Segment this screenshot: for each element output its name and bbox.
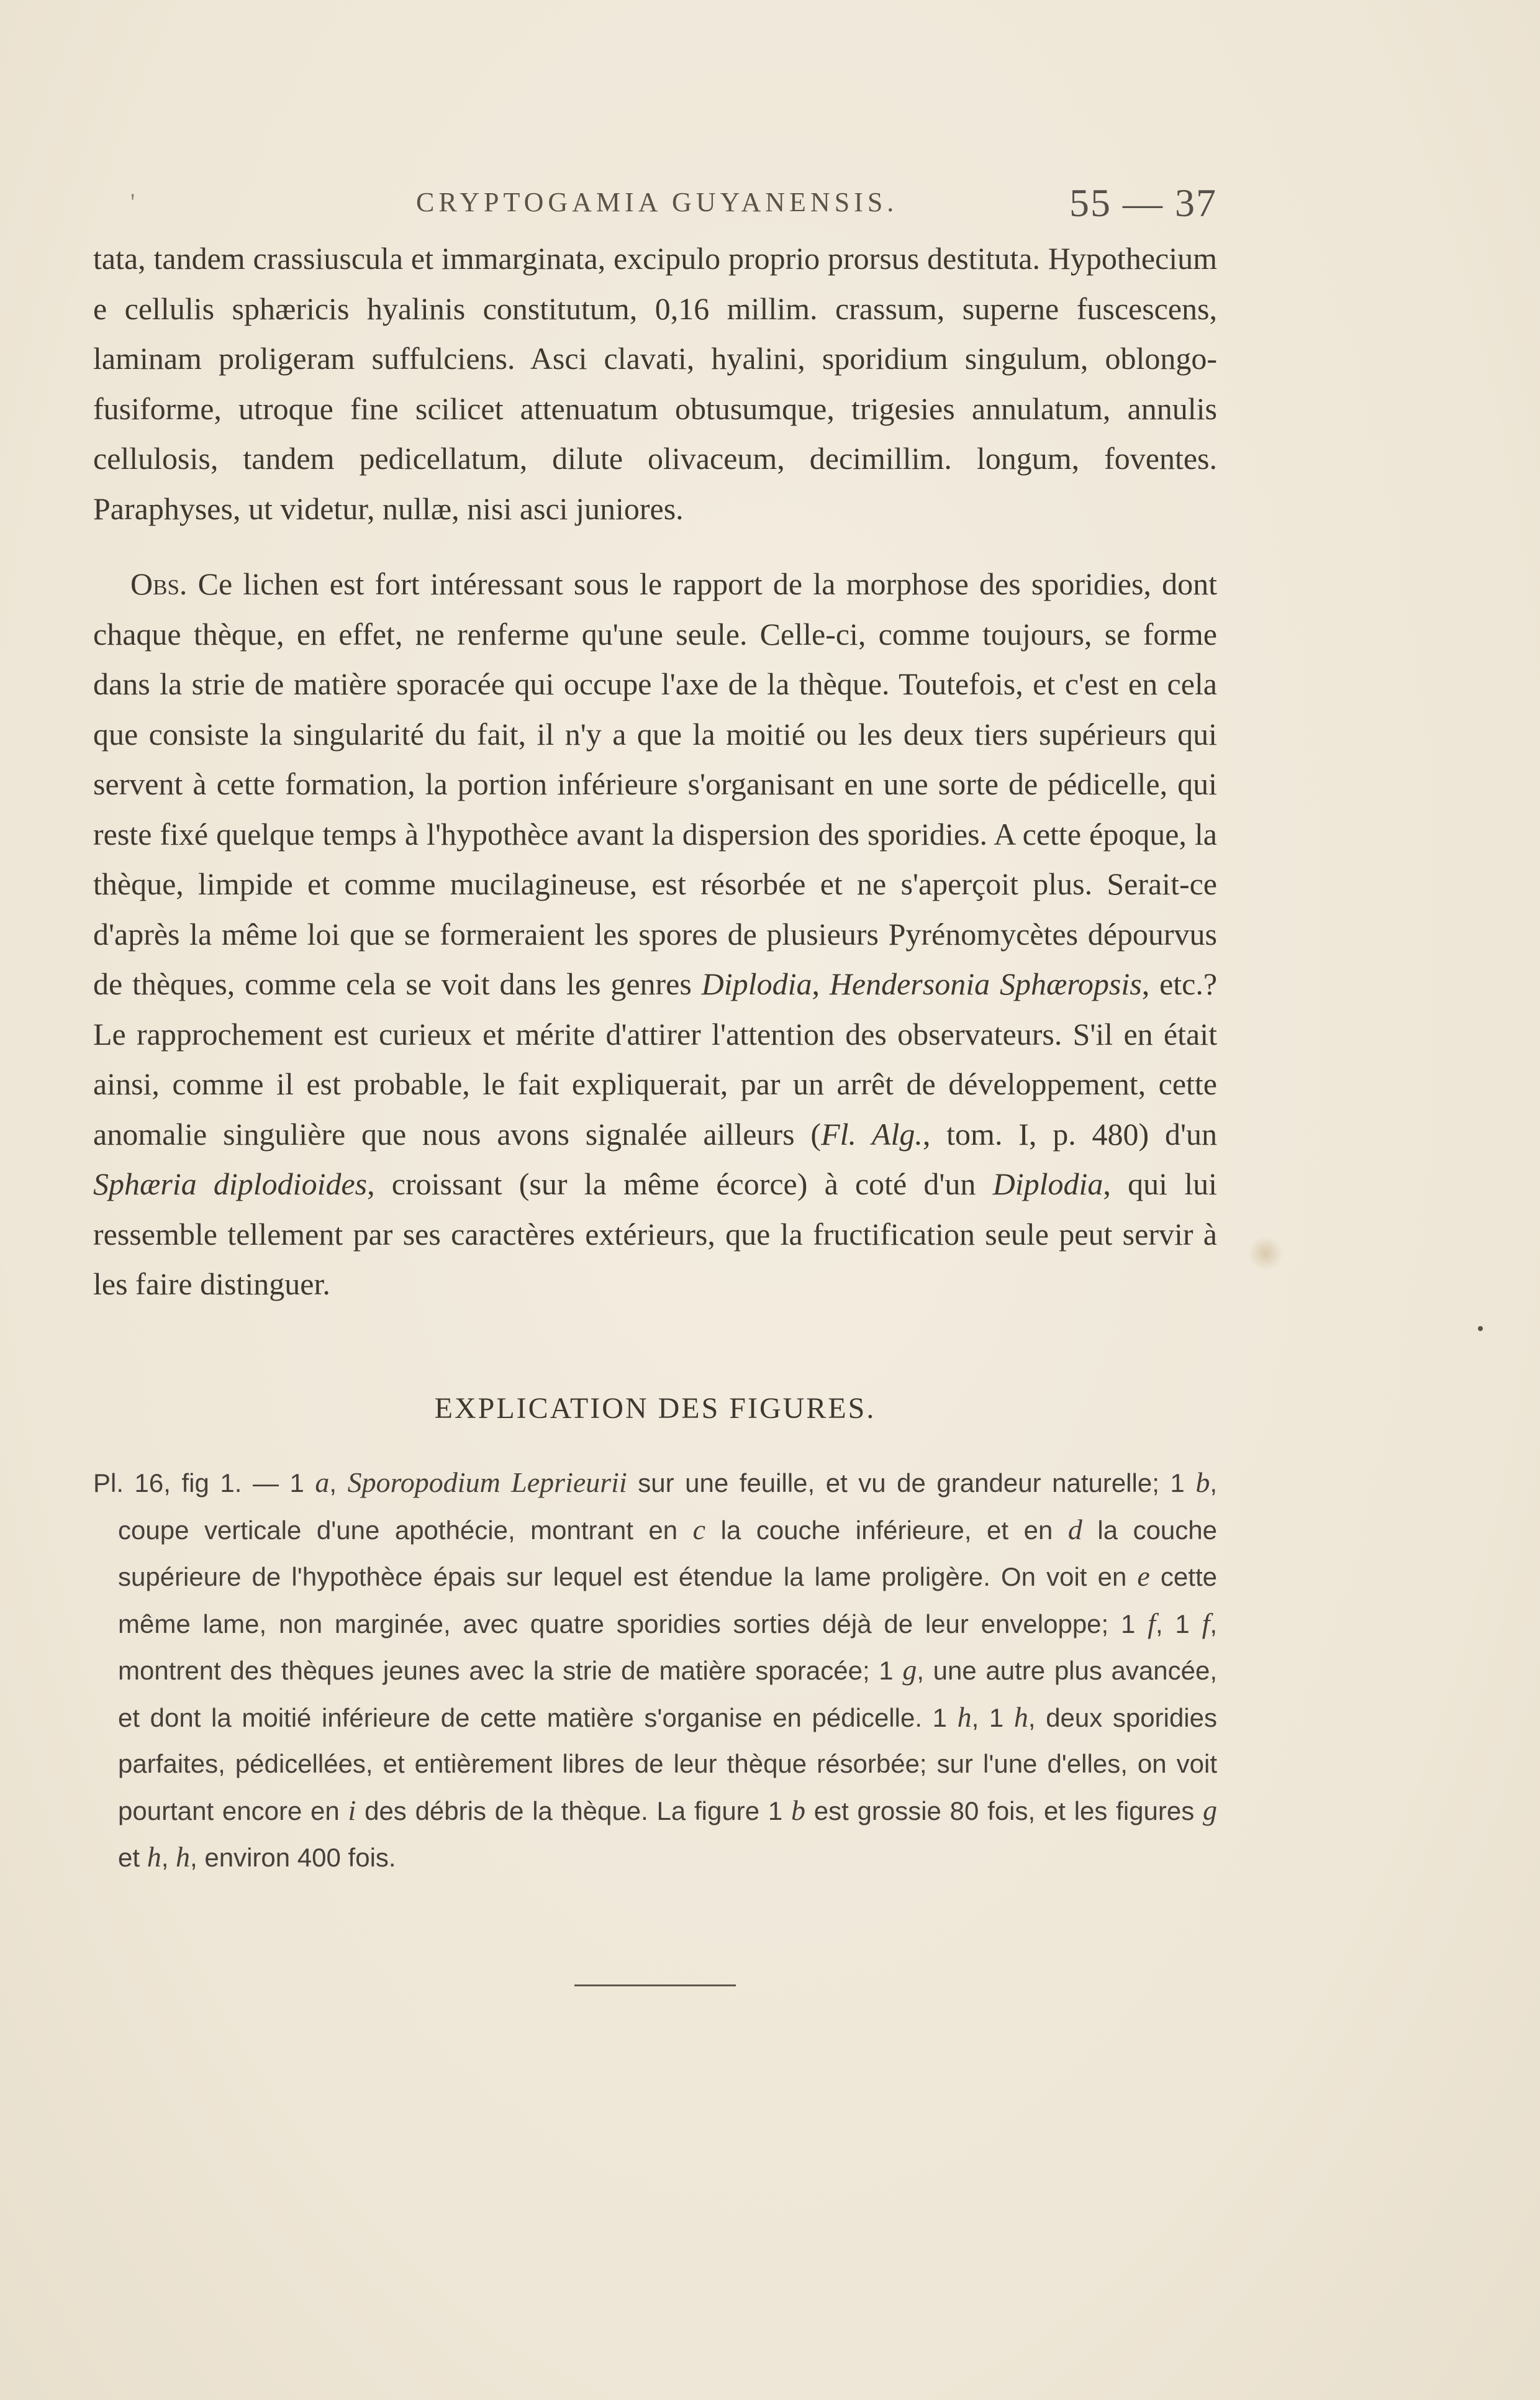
expl-italic: h <box>147 1841 161 1873</box>
obs-label: Obs. <box>130 566 188 601</box>
expl-text: , une autre plus avancée, et dont la moitié inférieure de cette matière s'organise en pédicelle. 1 <box>118 1656 1217 1732</box>
genus-sphaeropsis: Sphæropsis <box>999 966 1142 1001</box>
running-title: CRYPTOGAMIA GUYANENSIS. <box>416 187 899 217</box>
obs-text-b: , etc.? Le rapprochement est curieux et mérite d'attirer l'attention des observateurs. S'il en était ainsi, comme il est probable, le fait expliquerait, par un arrêt de développement, cette anomalie singulière que nous avons signalée ailleurs ( <box>93 966 1218 1152</box>
species-sphaeria: Sphæria diplodioides <box>93 1166 368 1201</box>
genus-hendersonia: Hendersonia <box>829 966 990 1001</box>
expl-text: , 1 <box>1155 1609 1202 1639</box>
genus-diplodia-2: Diplodia <box>992 1166 1103 1201</box>
genus-diplodia: Diplodia <box>701 966 812 1001</box>
expl-italic: b <box>790 1794 805 1826</box>
expl-text: , <box>161 1843 176 1872</box>
expl-italic: i <box>348 1794 356 1826</box>
expl-text: la couche inférieure, et en <box>705 1515 1068 1545</box>
expl-italic: a <box>315 1466 330 1498</box>
running-header <box>93 180 1217 230</box>
expl-text: , montrent des thèques jeunes avec la strie de matière sporacée; 1 <box>118 1609 1218 1685</box>
description-paragraph <box>93 234 1217 534</box>
end-rule <box>574 1984 736 1986</box>
expl-text: , environ 400 fois. <box>190 1843 396 1872</box>
expl-italic: c <box>692 1513 706 1545</box>
expl-italic: h <box>176 1841 191 1873</box>
expl-text: , coupe verticale d'une apothécie, montrant en <box>118 1468 1217 1545</box>
page-number: 55 — 37 <box>1069 181 1217 225</box>
expl-text: des débris de la thèque. La figure 1 <box>356 1796 791 1825</box>
obs-text-d: , croissant (sur la même écorce) à coté d'un <box>367 1166 993 1201</box>
separator: , <box>812 966 830 1001</box>
expl-italic: g <box>902 1654 917 1686</box>
expl-text: et <box>118 1843 147 1872</box>
expl-italic: h <box>1013 1701 1028 1733</box>
expl-text: Pl. 16, fig 1. — 1 <box>93 1468 315 1498</box>
expl-italic: d <box>1067 1513 1082 1545</box>
expl-text: cette même lame, non marginée, avec quatre sporidies sorties déjà de leur enveloppe; 1 <box>118 1562 1217 1639</box>
expl-italic: h <box>957 1701 972 1733</box>
observation-paragraph <box>93 559 1217 1309</box>
expl-italic: b <box>1195 1466 1210 1498</box>
separator <box>990 966 1000 1001</box>
paper-stain <box>1248 1236 1283 1271</box>
expl-text: est grossie 80 fois, et les figures <box>805 1796 1203 1825</box>
expl-italic: g <box>1203 1794 1218 1826</box>
figure-explanation <box>93 1460 1217 1881</box>
expl-text: , <box>329 1468 348 1498</box>
expl-text: la couche supérieure de l'hypothèce épais sur lequel est étendue la lame proligère. On voit en <box>118 1515 1218 1591</box>
expl-text: , deux sporidies parfaites, pédicellées, et entièrement libres de leur thèque résorbée; sur l'une d'elles, on voit pourtant encore en <box>118 1702 1217 1825</box>
expl-italic: e <box>1137 1560 1150 1592</box>
expl-italic: f <box>1202 1607 1210 1639</box>
margin-dot <box>1478 1326 1483 1331</box>
obs-text-a: Ce lichen est fort intéressant sous le rapport de la morphose des sporidies, dont chaque thèque, en effet, ne renferme qu'une seule. Celle-ci, comme toujours, se forme dans la strie de matière sporacée qui occupe l'axe de la thèque. Toutefois, et c'est en cela que consiste la singularité du fait, il n'y a que la moitié ou les deux tiers supérieurs qui servent à cette formation, la portion inférieure s'organisant en une sorte de pédicelle, qui reste fixé quelque temps à l'hypothèce avant la dispersion des sporidies. A cette époque, la thèque, limpide et comme mucilagineuse, est résorbée et ne s'aperçoit plus. Serait-ce d'après la même loi que se formeraient les spores de plusieurs Pyrénomycètes dépourvus de thèques, comme cela se voit dans les genres <box>93 566 1217 1001</box>
expl-text: sur une feuille, et vu de grandeur naturelle; 1 <box>627 1468 1196 1498</box>
obs-text-c: , tom. I, p. 480) d'un <box>922 1116 1218 1152</box>
species-name: Sporopodium Leprieurii <box>347 1466 627 1498</box>
description-text: tata, tandem crassiuscula et immarginata, excipulo proprio prorsus destituta. Hypothecium e cellulis sphæricis hyalinis constitutum, 0,16 millim. crassum, superne fuscescens, laminam proligeram suffulciens. Asci clavati, hyalini, sporidium singulum, oblongo-fusiforme, utroque fine scilicet attenuatum obtusumque, trigesies annulatum, annulis cellulosis, tandem pedicellatum, dilute olivaceum, decimillim. longum, foventes. Paraphyses, ut videtur, nullæ, nisi asci juniores. <box>93 241 1217 526</box>
expl-text: , 1 <box>971 1702 1014 1732</box>
obs-text-e: , qui lui ressemble tellement par ses caractères extérieurs, que la fructification seule peut servir à les faire distinguer. <box>93 1166 1217 1301</box>
reference-fl-alg: Fl. Alg. <box>821 1116 923 1152</box>
margin-mark: ' <box>130 188 135 216</box>
expl-italic: f <box>1148 1607 1156 1639</box>
section-heading: EXPLICATION DES FIGURES. <box>434 1392 876 1425</box>
